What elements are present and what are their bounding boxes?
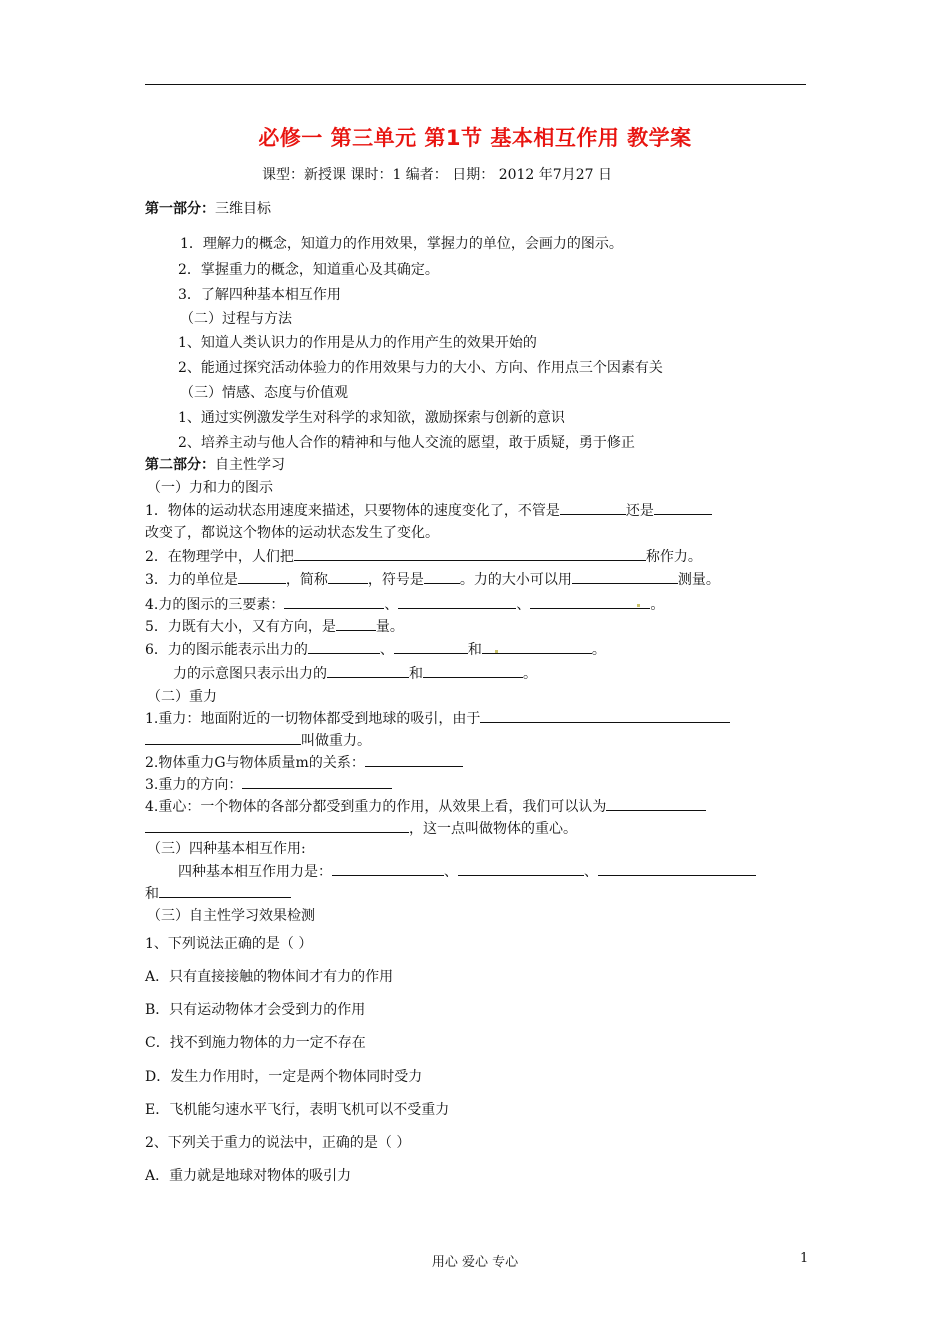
mc-option: A．只有直接接触的物体间才有力的作用 — [145, 969, 394, 985]
blank[interactable] — [284, 594, 384, 609]
objective-item: 2、能通过探究活动体验力的作用效果与力的大小、方向、作用点三个因素有关 — [178, 360, 663, 376]
mc-question-1: 1、下列说法正确的是（ ） — [145, 936, 313, 952]
scan-speck — [637, 604, 640, 607]
blank[interactable] — [398, 594, 516, 609]
blank[interactable] — [606, 796, 706, 811]
mc-question-2: 2、下列关于重力的说法中，正确的是（ ） — [145, 1135, 411, 1151]
gravity-1-cont: 叫做重力。 — [145, 730, 371, 750]
gravity-3: 3.重力的方向： — [145, 774, 392, 794]
blank[interactable] — [327, 663, 409, 678]
mc-option: E．飞机能匀速水平飞行，表明飞机可以不受重力 — [145, 1102, 450, 1118]
mc-option: D．发生力作用时，一定是两个物体同时受力 — [145, 1069, 423, 1085]
blank[interactable] — [242, 774, 392, 789]
gravity-4: 4.重心：一个物体的各部分都受到重力的作用，从效果上看，我们可以认为 — [145, 796, 706, 816]
page-footer: 用心 爱心 专心 — [431, 1255, 519, 1270]
question-4: 4.力的图示的三要素： 、 、 。 — [145, 594, 664, 614]
question-5: 5．力既有大小，又有方向，是 量。 — [145, 616, 404, 636]
objective-item: 2．掌握重力的概念，知道重心及其确定。 — [178, 262, 439, 278]
blank[interactable] — [480, 708, 730, 723]
blank[interactable] — [328, 569, 368, 584]
blank[interactable] — [238, 569, 286, 584]
blank[interactable] — [572, 569, 678, 584]
mc-option: A．重力就是地球对物体的吸引力 — [145, 1168, 352, 1184]
blank[interactable] — [145, 730, 301, 745]
blank[interactable] — [294, 546, 646, 561]
part2-heading: 第二部分：自主性学习 — [145, 457, 285, 473]
lesson-meta: 课型：新授课 课时：1 编者： 日期： 2012 年7月27 日 — [262, 167, 612, 183]
question-3: 3．力的单位是 ，简称 ，符号是 。力的大小可以用 测量。 — [145, 569, 720, 589]
section-heading: （二）重力 — [147, 689, 217, 705]
part1-heading: 第一部分：三维目标 — [145, 201, 271, 217]
blank[interactable] — [654, 500, 712, 515]
blank[interactable] — [332, 861, 444, 876]
top-rule — [145, 84, 806, 85]
scan-speck — [495, 650, 498, 653]
gravity-4-cont: ，这一点叫做物体的重心。 — [145, 818, 577, 838]
section-heading: （三）自主性学习效果检测 — [147, 908, 315, 924]
objective-item: 1、通过实例激发学生对科学的求知欲，激励探索与创新的意识 — [178, 410, 565, 426]
objective-subheading: （三）情感、态度与价值观 — [180, 385, 348, 401]
blank[interactable] — [482, 639, 592, 654]
blank[interactable] — [308, 639, 380, 654]
question-6-cont: 力的示意图只表示出力的 和 。 — [173, 663, 537, 683]
question-1: 1．物体的运动状态用速度来描述，只要物体的速度变化了，不管是 还是 — [145, 500, 712, 520]
page-number: 1 — [800, 1251, 809, 1266]
blank[interactable] — [458, 861, 584, 876]
blank[interactable] — [560, 500, 626, 515]
blank[interactable] — [336, 616, 376, 631]
gravity-2: 2.物体重力G与物体质量m的关系： — [145, 752, 463, 772]
question-6: 6．力的图示能表示出力的 、 和 。 — [145, 639, 606, 659]
blank[interactable] — [394, 639, 468, 654]
blank[interactable] — [530, 594, 650, 609]
forces-line-cont: 和 — [145, 883, 291, 903]
blank[interactable] — [598, 861, 756, 876]
mc-option: C．找不到施力物体的力一定不存在 — [145, 1035, 366, 1051]
blank[interactable] — [159, 883, 291, 898]
question-1-cont: 改变了，都说这个物体的运动状态发生了变化。 — [145, 525, 439, 541]
blank[interactable] — [365, 752, 463, 767]
section-heading: （三）四种基本相互作用: — [147, 841, 306, 857]
blank[interactable] — [424, 569, 460, 584]
objective-item: 1．理解力的概念，知道力的作用效果，掌握力的单位，会画力的图示。 — [180, 236, 623, 252]
page-title: 必修一 第三单元 第1节 基本相互作用 教学案 — [258, 126, 692, 150]
gravity-1: 1.重力：地面附近的一切物体都受到地球的吸引，由于 — [145, 708, 730, 728]
mc-option: B．只有运动物体才会受到力的作用 — [145, 1002, 366, 1018]
objective-item: 2、培养主动与他人合作的精神和与他人交流的愿望，敢于质疑，勇于修正 — [178, 435, 635, 451]
question-2: 2．在物理学中，人们把 称作力。 — [145, 546, 702, 566]
forces-line: 四种基本相互作用力是： 、 、 — [178, 861, 756, 881]
blank[interactable] — [423, 663, 523, 678]
blank[interactable] — [145, 818, 409, 833]
objective-item: 1、知道人类认识力的作用是从力的作用产生的效果开始的 — [178, 335, 537, 351]
objective-subheading: （二）过程与方法 — [180, 311, 292, 327]
section-heading: （一）力和力的图示 — [147, 480, 273, 496]
objective-item: 3．了解四种基本相互作用 — [178, 287, 341, 303]
